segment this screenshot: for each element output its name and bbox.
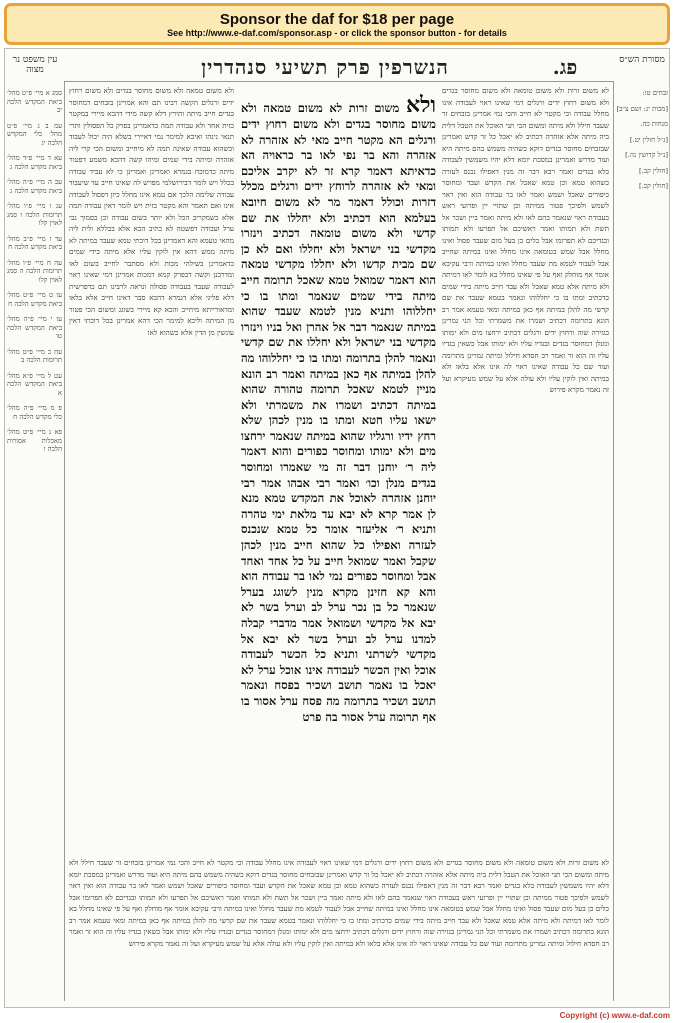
mesorah-list (616, 89, 668, 191)
ein-mishpat-note: עז י מיי׳ פ״ה מהל׳ ביאת המקדש הלכה טו (7, 315, 62, 340)
sponsor-banner-subtitle[interactable]: See http://www.e-daf.com/sponsor.asp - or click the sponsor button - for details (167, 28, 507, 38)
ein-mishpat-note: פא נ מיי׳ פ״ט מהל׳ מאכלות אסורות הלכה ו (7, 428, 62, 453)
ein-mishpat-column (7, 89, 62, 689)
ein-mishpat-note: עט ל מיי׳ פ״א מהל׳ ביאת המקדש הלכה א (7, 371, 62, 397)
ein-mishpat-note: עמ ב ג מיי׳ פ״ט מהל׳ כלי המקדש הלכה יג (7, 121, 62, 147)
ein-mishpat-note: עח כ מיי׳ פ״ט מהל׳ תרומות הלכה ב (7, 347, 62, 364)
ein-mishpat-note: עד ז מיי׳ פ״ב מהל׳ ביאת מקדש הלכה ח (7, 234, 62, 251)
left-margin-rule (64, 81, 65, 1001)
mesorah-column (616, 89, 668, 989)
mesorah-header: מסורת הש״ס (619, 55, 665, 65)
gemara-text: משום זרות לא משום טמאה ולא משום מחוסר בגדים ולא משום רחוץ ידים ורגלים הא מקטר חייב מאי לא אזהרה לא אזהרה והא בר נפי לאו בר כראויה הא כדאיתא דאמר קרא זר לא יקרב אליכם ומאי לא אזהרה לרוחץ ידים ורגלים מכלל דזרות וכולל דאמר מר לא משום חיובא בעלמא הוא דכתיב ולא יחללו את שם קדשי ולא משום טומאה דכתיב וינזרו מקדשי בני ישראל ולא יחללו ואם לא כן שם מבית קדשו ולא יחללו מקדשי טמאה הוא דאמר שמואל טמא שאכל תרומה חייב מיתה בידי שמים שנאמר ומתו בו כי יחללוהו ותניא מנין לטמא שעבד שהוא במיתה שנאמר דבר אל אהרן ואל בניו וינזרו מקדשי בני ישראל ולא יחללו את שם קדשי ונאמר להלן בתרומה ומתו בו כי יחללוהו מה להלן במיתה אף כאן במיתה ואמר רב הונא מניין לטמא שאכל תרומה טהורה שהוא במיתה דכתיב ושמרו את משמרתי ולא ישאו עליו חטא ומתו בו מנין לכהן שלא רחץ ידיו ורגליו שהוא במיתה שנאמר ירחצו מים ולא ימותו ומחוסר כפורים והוא דאמר ליה ר׳ יוחנן דבר זה מי שאמרו ומחוסר בגדים מנלן וכו׳ ואמר רבי אבהו אמר רבי יוחנן אזהרה לאוכל את המקדש טמא מנא לן אמר קרא לא יבא עד מלאת ימי טהרה ותניא ר׳ אליעזר אומר כל טמא שנכנס לעזרה ואפילו כל שהוא חייב מנין לכהן שקבל ואמר שמואל חייב על כל אחד ואחד אבל ומחוסר כפורים נמי לאו בר עבודה הוא והא קא חזינן מקרא מנין לשוגג בערל שנאמר כל בן נכר ערל לב וערל בשר לא יבא אל מקדשי ושמואל אמר מדברי קבלה למדנו ערל לב וערל בשר לא יבא אל מקדשי לשרתני ותניא כל הכשר לעבודה אוכל ואין הכשר לעבודה אינו אוכל ערל לא יאכל בו נאמר תושב ושכיר בפסח ונאמר תושב ושכיר בתרומה מה פסח ערל אסור בו אף תרומה ערל אסור בה פרט (241, 101, 436, 724)
ein-mishpat-note: עב ה מיי׳ פ״ה מהל׳ ביאת מקדש הלכה ג (7, 178, 62, 195)
ein-mishpat-note: עו ט מיי׳ פ״ט מהל׳ ביאת מקדש הלכה ח (7, 291, 62, 308)
rashi-text: לא משום זרות ולא משום טומאה ולא משום מחוסר בגדים ולא משום רחוץ ידים ורגלים דמי שאינו ראוי לעבודה אינו מחלל עבודה וכי מקטר לא חייב והכי נמי אמרינן בזבחים זר שעבד חילל ולא מיתה ומשום הכי תני האוכל את הטבל דלית ביה מיתה אלא אזהרה דכתיב לא יאכל כל זר קדש ואמרינן שבזבחים מחוסר בגדים דוקא כשהיה משמש בהם מיתה היא ועוד מדרש ואמרינן במסכת יומא דלא יהיו משמשין לעבודה בלא בגדים ואמר רבא דבר זה מנין דאפילו נכנס לעזרה כשהוא טמא וכן טמא שאכל את הקדש ועבד ומחוסר כיפורים שאכל ושמש ואמר לאו בר עבודה הוא ואין ראוי לשמש ולפיכך פטור ממיתה וכן שתויי יין ופרועי ראש בעבודת ראוי שנאמר בהם לאו ולא מיתה ואמר ביין ושכר אל תשת ולא תמותו ואמר ראשיכם אל תפרעו ולא תמותו ובגדיכם לא תפרומו אבל כלים כן בעל מום שעבד פסול ואינו מחלל אבל שמש בטומאה אינו מחלל ואינו במיתה שחייב אבל לעבוד לטמא מת שעבד מחלל ואינו במיתה ורבי עקיבא אומר אף מוחלק ואף על פי שאינו מחלל בא לומר לאו דמיתה ולא מיתה אלא טמא שאכל ולא עבד חייב מיתה בידי שמים כדכתיב ומתו בו כי יחללוהו ונאמר בטמא שעבד את שם קדשי מה להלן במיתה אף כאן במיתה ומאי טעמא אמר רב הונא בתרומה דכתיב ושמרו את משמרתי וכל הני גמרינן בגזירה שוה ורחוץ ידים ורגלים דכתיב ירחצו מים ולא ימותו ומנלן דמחוסר בגדים ובגדיו עליו ולא ימותו אבל כשאין בגדיו עליו זה הוא זר ואמר רב חסדא חילול ומיתה גמרינן מתרומה ועוד שם כל עבודה שאינו ראוי לה אינו אלא בלאו ולא במיתה ואין לוקין עליו ולא עולה אלא על שמש מעיקרא ועל זה נאמר מקרא פירוש (442, 86, 609, 394)
mesorah-note: זבחים טו: (642, 89, 668, 97)
ein-mishpat-header: עין משפט נר מצוה (12, 55, 58, 75)
gemara-column (241, 93, 436, 853)
ein-mishpat-note: פ מ מיי׳ פ״ה מהל׳ כלי מקדש הלכה ח (7, 404, 62, 421)
gemara-opening-word: ולא (405, 93, 436, 118)
chapter-header: הנשרפין פרק תשיעי סנהדרין (201, 55, 449, 79)
lower-commentary-block (69, 857, 609, 1003)
rashi-column (442, 85, 609, 850)
ein-mishpat-list (7, 89, 62, 454)
tosafot-text: ולא משום טמאה ולא משום מחוסר בגדים ולא משום רחוץ ידים ורגלים הקשה רבינו תם והא אמרינן בזבחים דמחוסר בגדים חייב מיתה ותירץ דלא קשה מידי דהכא מיירי במקטר כזית אחד ולא עבודה תמה כדאמרינן בפרק כל הפסולין ותרי תנאי נינהו ואיכא למימר נמי דאיירי בשלא היה יכול לעבוד וכשהוא עבודה שאינה תמה לא מיחייב ומשום הכי קרי ליה אזהרה ומיתה בידי שמים ומיהו קשה דהכא משמע דפטור מיתה כדמוכח בגמרא ואמרינן ואמרינן כי לא עביד עבודה בכלל ויש לומר דבירושלמי מפרש לה שאינו חייב עד שיעבוד עבודה שלימה הלכך אם טמא אינו מחלל כיון דפסול לעבודה אינו ואם תאמר והא מקטר כזית ויש לומר דאין עבודה תמה אלא כשמקריב הכל ולא יותר בשום עבודה וכן בסמוך גבי ערל ועבודה דפשטה לא כתיב הכא אלא בכללא ולית ליה מהאי טעמא והא דאמרינן בכל דוכתי טמא שעבד במיתה לא מיתה ממש דהא אין לוקין עליו אלא מיתה בידי שמים כדאמרינן בשילהי מכות ולא מסתבר לחייב בשום לאו ומדרבנן וקשה דבפרק קמא דמכות אמרינן דמי שאינו ראוי לעבודה שעבד בעבודה פסולה ונראה לרבינו תם כדפרשית דלא פליגי אלא דגמרא דהכא סבר דאינו חייב אלא בלאו ומדאורייתא מיחייב והכא קא מיירי בשוגג ומשום הכי פטור מן המיתה וליכא למימר הכי דהא אמרינן בכל דוכתי דאין עונשין מן הדין אלא כשהוא לאו (69, 86, 234, 337)
mesorah-note: מנחות כה. (640, 120, 668, 128)
folio-number: פג. (552, 55, 578, 79)
ein-mishpat-note: עג ו מיי׳ פ״ו מהל׳ תרומות הלכה ו סמג לאוין קלו (7, 202, 62, 227)
tosafot-column (69, 85, 234, 850)
mesorah-note: [חולין קכ.] (638, 182, 668, 190)
mesorah-note: [חולין קב.] (639, 166, 668, 175)
mesorah-note: [נ״ל קדושין נה.] (625, 151, 668, 159)
talmud-page (4, 48, 670, 1008)
right-margin-rule (613, 81, 614, 1001)
sponsor-banner-title[interactable]: Sponsor the daf for $18 per page (219, 11, 455, 28)
ein-mishpat-note: סמג א מיי׳ פ״ט מהל׳ ביאת המקדש הלכה יב (7, 89, 62, 114)
ein-mishpat-note: עא ד מיי׳ פ״ד מהל׳ ביאת מקדש הלכה ג (7, 154, 62, 171)
copyright-notice[interactable]: Copyright (c) www.e-daf.com (559, 1011, 670, 1020)
mesorah-note: [נ״ל חולין יט.] (629, 135, 668, 144)
ein-mishpat-note: עה ח מיי׳ פ״ו מהל׳ תרומות הלכה ה סמג לאוין קלו (7, 258, 62, 284)
sponsor-banner[interactable] (4, 3, 670, 45)
header-rule (65, 81, 613, 82)
lower-commentary-text: לא משום זרות ולא משום טומאה ולא משום מחוסר בגדים ולא משום רחוץ ידים ורגלים דמי שאינו ראוי לעבודה אינו מחלל עבודה וכי מקטר לא חייב והכי נמי אמרינן בזבחים זר שעבד חילל ולא מיתה ומשום הכי תני האוכל את הטבל דלית ביה מיתה אלא אזהרה דכתיב לא יאכל כל זר קדש ואמרינן שבזבחים מחוסר בגדים דוקא כשהיה משמש בהם מיתה היא ועוד מדרש ואמרינן במסכת יומא דלא יהיו משמשין לעבודה בלא בגדים ואמר רבא דבר זה מנין דאפילו נכנס לעזרה כשהוא טמא וכן טמא שאכל את הקדש ועבד ומחוסר כיפורים שאכל ושמש ואמר לאו בר עבודה הוא ואין ראוי לשמש ולפיכך פטור ממיתה וכן שתויי יין ופרועי ראש בעבודת ראוי שנאמר בהם לאו ולא מיתה ואמר ביין ושכר אל תשת ולא תמותו ואמר ראשיכם אל תפרעו ולא תמותו ובגדיכם לא תפרומו אבל כלים כן בעל מום שעבד פסול ואינו מחלל אבל שמש בטומאה אינו מחלל ואינו במיתה שחייב אבל לעבוד לטמא מת שעבד מחלל ואינו במיתה ורבי עקיבא אומר אף מוחלק ואף על פי שאינו מחלל בא לומר לאו דמיתה ולא מיתה אלא טמא שאכל ולא עבד חייב מיתה בידי שמים כדכתיב ומתו בו כי יחללוהו ונאמר בטמא שעבד את שם קדשי מה להלן במיתה אף כאן במיתה ומאי טעמא אמר רב הונא בתרומה דכתיב ושמרו את משמרתי וכל הני גמרינן בגזירה שוה ורחוץ ידים ורגלים דכתיב ירחצו מים ולא ימותו ומנלן דמחוסר בגדים ובגדיו עליו ולא ימותו אבל כשאין בגדיו עליו זה הוא זר ואמר רב חסדא חילול ומיתה גמרינן מתרומה ועוד שם כל עבודה שאינו ראוי לה אינו אלא בלאו ולא במיתה ואין לוקין עליו ולא עולה אלא על שמש מעיקרא ועל זה נאמר מקרא פירוש (69, 858, 609, 948)
mesorah-note: [מכות יג: ושם צ״ב] (616, 104, 668, 113)
